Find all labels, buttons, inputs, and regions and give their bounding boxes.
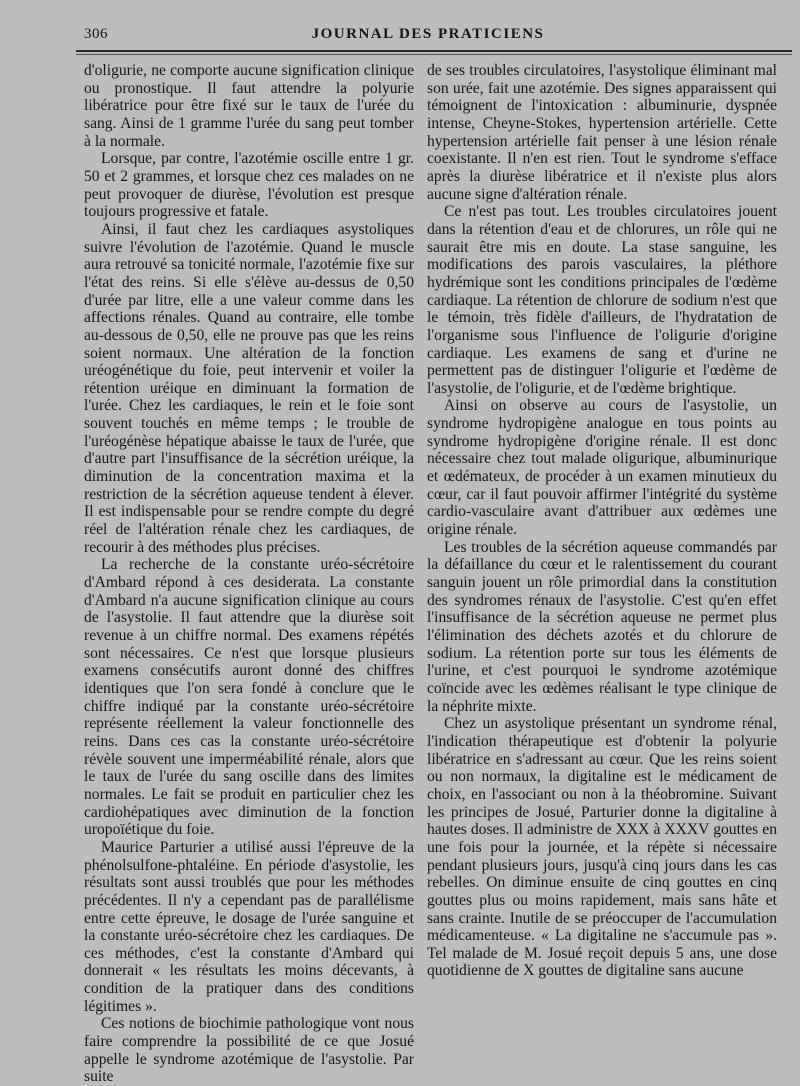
running-header [76, 26, 780, 48]
paragraph: Ces notions de biochimie pathologique vont nous faire comprendre la possibilité de ce que Josué appelle le syndrome azotémique de l'asystolie. Par suite [84, 1015, 414, 1086]
page-number: 306 [84, 26, 108, 42]
paragraph: Ce n'est pas tout. Les troubles circulatoires jouent dans la rétention d'eau et de chlorures, un rôle qui ne saurait être mis en doute. La stase sanguine, les modifications des parois vasculaires, la pléthore hydrémique sont les conditions principales de l'œdème cardiaque. La rétention de chlorure de sodium n'est que le témoin, très fidèle d'ailleurs, de l'hydratation de l'organisme sous l'influence de l'oligurie d'origine cardiaque. Les examens de sang et d'urine ne permettent pas de distinguer l'oligurie et l'œdème de l'asystolie, de l'oligurie, et de l'œdème brightique. [427, 203, 777, 397]
paragraph: La recherche de la constante uréo-sécrétoire d'Ambard répond à ces desiderata. La constante d'Ambard n'a aucune signification clinique au cours de l'asystolie. Il faut attendre que la diurèse soit revenue à un chiffre normal. Des examens répétés sont nécessaires. Ce n'est que lorsque plusieurs examens consécutifs auront donné des chiffres identiques que l'on sera fondé à conclure que le chiffre indiqué par la constante uréo-sécrétoire représente réellement la valeur fonctionnelle des reins. Dans ces cas la constante uréo-sécrétoire révèle souvent une imperméabilité rénale, alors que le taux de l'urée du sang oscille dans des limites normales. Le fait se produit en particulier chez les cardiohépatiques avec diminution de la fonction uropoïétique du foie. [84, 556, 414, 839]
right-column [427, 62, 777, 980]
paragraph: Ainsi on observe au cours de l'asystolie, un syndrome hydropigène analogue en tous points au syndrome hydropigène d'origine rénale. Il est donc nécessaire chez tout malade oligurique, albuminurique et œdémateux, de procéder à un examen minutieux du cœur, car il faut pouvoir affirmer l'intégrité du système cardio-vasculaire avant d'attribuer aux œdèmes une origine rénale. [427, 397, 777, 539]
journal-title: JOURNAL DES PRATICIENS [311, 26, 545, 42]
left-column [84, 62, 414, 1086]
paragraph: Chez un asystolique présentant un syndrome rénal, l'indication thérapeutique est d'obtenir la polyurie libératrice en s'adressant au cœur. Que les reins soient ou non normaux, la digitaline est le médicament de choix, en l'associant ou non à la théobromine. Suivant les principes de Josué, Parturier donne la digitaline à hautes doses. Il administre de XXX à XXXV gouttes en une fois pour la journée, et la répète si nécessaire pendant plusieurs jours, jusqu'à cinq jours dans les cas rebelles. On diminue ensuite de cinq gouttes en cinq gouttes plus ou moins rapidement, mais sans hâte et sans crainte. Inutile de se préoccuper de l'accumulation médicamenteuse. « La digitaline ne s'accumule pas ». Tel malade de M. Josué reçoit depuis 5 ans, une dose quotidienne de X gouttes de digitaline sans aucune [427, 715, 777, 980]
paragraph: Ainsi, il faut chez les cardiaques asystoliques suivre l'évolution de l'azotémie. Quand le muscle aura retrouvé sa tonicité normale, l'azotémie fixe sur l'état des reins. Si elle s'élève au-dessus de 0,50 d'urée par litre, elle a une valeur comme dans les affections rénales. Quand au contraire, elle tombe au-dessous de 0,50, elle ne prouve pas que les reins soient normaux. Une altération de la fonction uréogénétique du foie, peut intervenir et voiler la rétention uréique en diminuant la formation de l'urée. Chez les cardiaques, le rein et le foie sont souvent touchés en même temps ; le trouble de l'uréogénèse hépatique abaisse le taux de l'urée, que d'autre part l'insuffisance de la sécrétion uréique, la diminution de la concentration maxima et la restriction de la sécrétion aqueuse tendent à élever. Il est indispensable pour se rendre compte du degré réel de l'altération rénale chez les cardiaques, de recourir à des méthodes plus précises. [84, 220, 414, 556]
paragraph: Lorsque, par contre, l'azotémie oscille entre 1 gr. 50 et 2 grammes, et lorsque chez ces malades on ne peut provoquer de diurèse, l'évolution est presque toujours progressive et fatale. [84, 150, 414, 221]
paragraph: d'oligurie, ne comporte aucune signification clinique ou pronostique. Il faut attendre la polyurie libératrice pour être fixé sur le taux de l'urée du sang. Ainsi de 1 gramme l'urée du sang peut tomber à la normale. [84, 62, 414, 150]
paragraph: Les troubles de la sécrétion aqueuse commandés par la défaillance du cœur et le ralentissement du courant sanguin jouent un rôle primordial dans la constitution des syndromes rénaux de l'asystolie. C'est qu'en effet l'insuffisance de la sécrétion aqueuse ne permet plus l'élimination des déchets azotés et du chlorure de sodium. La rétention porte sur tous les éléments de l'urine, et c'est pourquoi le syndrome azotémique coïncide avec les œdèmes réalisant le type clinique de la néphrite mixte. [427, 538, 777, 715]
paragraph: de ses troubles circulatoires, l'asystolique éliminant mal son urée, fait une azotémie. Des signes apparaissent qui témoignent de l'intoxication : albuminurie, dyspnée intense, Cheyne-Stokes, hypertension artérielle. Cette hypertension artérielle fait penser à une lésion rénale coexistante. Il n'en est rien. Tout le syndrome s'efface après la diurèse libératrice et il n'existe plus alors aucune signe d'altération rénale. [427, 62, 777, 203]
paragraph: Maurice Parturier a utilisé aussi l'épreuve de la phénolsulfone-phtaléine. En période d'asystolie, les résultats sont aussi troublés que pour les méthodes précédentes. Il n'y a cependant pas de parallélisme entre cette épreuve, le dosage de l'urée sanguine et la constante uréo-sécrétoire chez les cardiaques. De ces méthodes, c'est la constante d'Ambard qui donnerait « les résultats les moins décevants, à condition de la pratiquer dans des conditions légitimes ». [84, 838, 414, 1015]
header-rule [76, 50, 792, 52]
header-rule-thin [76, 54, 792, 55]
